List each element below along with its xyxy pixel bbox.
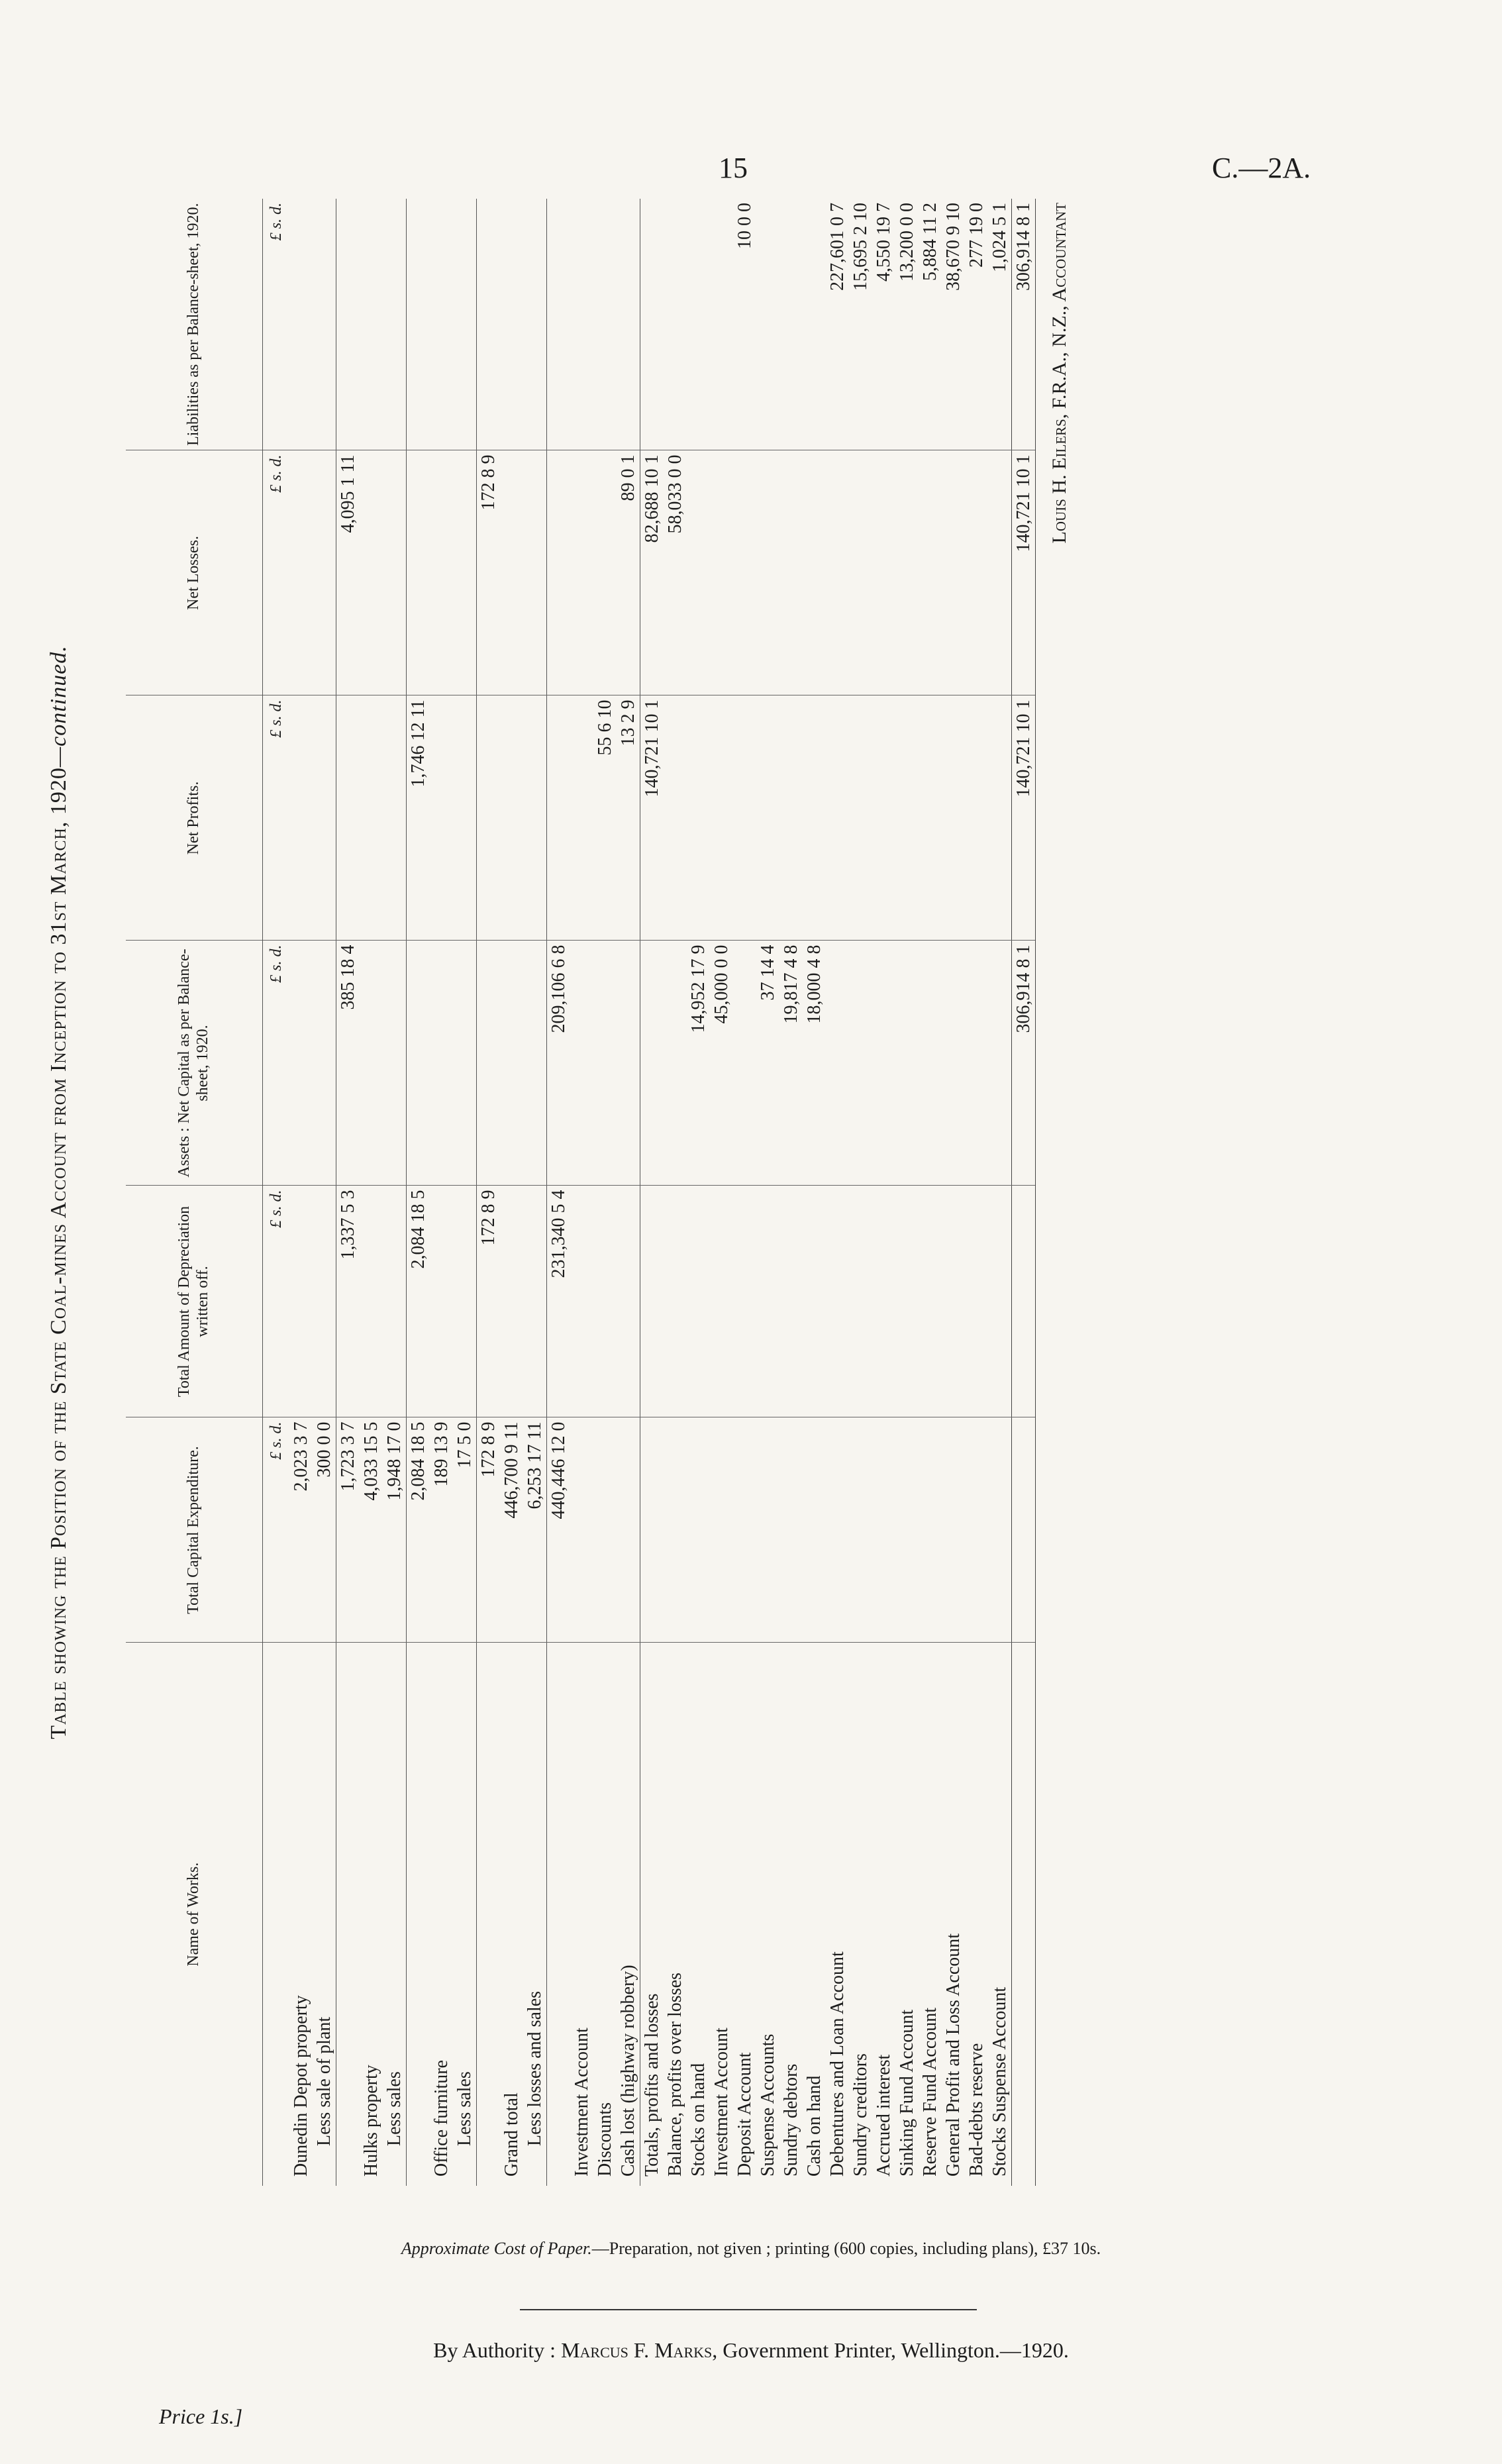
cell-liabilities: [756, 199, 779, 450]
cell-capital: [617, 1417, 640, 1643]
cell-losses: [593, 450, 617, 695]
header-liabilities: Liabilities as per Balance-sheet, 1920.: [126, 199, 263, 450]
table-row: [756, 199, 779, 2186]
cell-profits: [849, 695, 872, 941]
table-row: [733, 199, 756, 2186]
table-row: [547, 199, 571, 2186]
table-row: [453, 199, 477, 2186]
cell-losses: [360, 450, 383, 695]
cell-losses: [430, 450, 453, 695]
cell-depreciation: [453, 1186, 477, 1417]
cell-capital: [849, 1417, 872, 1643]
table-title: [46, 199, 72, 2186]
cell-capital: 6,253 17 11: [523, 1417, 547, 1643]
total-profits: 140,721 10 1: [1012, 695, 1036, 941]
units-cell: £ s. d.: [263, 695, 290, 941]
cell-liabilities: 15,695 2 10: [849, 199, 872, 450]
cell-depreciation: [826, 1186, 849, 1417]
cell-liabilities: [593, 199, 617, 450]
price-label: Price 1s.]: [159, 2404, 243, 2428]
cell-assets: [593, 941, 617, 1186]
table-row: [988, 199, 1012, 2186]
cell-capital: 300 0 0: [313, 1417, 336, 1643]
row-name: Reserve Fund Account: [919, 2007, 940, 2177]
rotated-table-region: [46, 199, 1371, 2186]
cell-capital: [872, 1417, 895, 1643]
cell-capital: [664, 1417, 687, 1643]
cell-liabilities: [500, 199, 523, 450]
cell-assets: [407, 941, 430, 1186]
grand-totals-row: [1012, 199, 1036, 2186]
cost-label: Approximate Cost of Paper.: [401, 2239, 592, 2258]
row-name: [547, 1643, 571, 2186]
cell-losses: [803, 450, 826, 695]
cell-capital: [965, 1417, 988, 1643]
row-name: Balance, profits over losses: [664, 1973, 685, 2177]
cell-assets: [849, 941, 872, 1186]
cell-assets: [570, 941, 593, 1186]
cell-depreciation: [664, 1186, 687, 1417]
table-row: [500, 199, 523, 2186]
cell-assets: 37 14 4: [756, 941, 779, 1186]
cell-liabilities: [664, 199, 687, 450]
coal-mines-account-table: [126, 199, 1071, 2186]
cell-depreciation: [919, 1186, 942, 1417]
row-name: Grand total: [501, 2092, 522, 2177]
units-row: [263, 199, 290, 2186]
table-body: [263, 199, 1012, 2186]
units-cell: £ s. d.: [263, 941, 290, 1186]
row-name: Bad-debts reserve: [966, 2043, 987, 2177]
cell-profits: [664, 695, 687, 941]
cell-liabilities: [383, 199, 407, 450]
cell-losses: [570, 450, 593, 695]
cell-capital: [803, 1417, 826, 1643]
cell-capital: [826, 1417, 849, 1643]
cell-profits: [826, 695, 849, 941]
cell-losses: [826, 450, 849, 695]
cell-depreciation: 172 8 9: [477, 1186, 501, 1417]
cell-assets: [289, 941, 313, 1186]
cell-profits: [289, 695, 313, 941]
cell-assets: [733, 941, 756, 1186]
row-name: Accrued interest: [873, 2054, 894, 2177]
table-row: [289, 199, 313, 2186]
row-name: Totals, profits and losses: [640, 1643, 664, 2186]
row-name: Sundry creditors: [850, 2053, 871, 2177]
cell-losses: [919, 450, 942, 695]
row-name: Less sales: [383, 2071, 405, 2146]
row-name: Sundry debtors: [780, 2063, 801, 2177]
row-name: Stocks Suspense Account: [989, 1986, 1010, 2177]
cell-capital: [687, 1417, 710, 1643]
cell-liabilities: [617, 199, 640, 450]
page-number: 15: [719, 152, 748, 184]
cell-depreciation: [849, 1186, 872, 1417]
units-cell: £ s. d.: [263, 1417, 290, 1643]
cell-losses: [523, 450, 547, 695]
cell-losses: [313, 450, 336, 695]
cell-assets: [477, 941, 501, 1186]
row-name: Sinking Fund Account: [896, 2009, 917, 2177]
cell-assets: [640, 941, 664, 1186]
row-name: [477, 1643, 501, 2186]
cell-depreciation: [430, 1186, 453, 1417]
cell-assets: [872, 941, 895, 1186]
cell-losses: [756, 450, 779, 695]
divider-rule: [520, 2309, 977, 2310]
row-name: Less sale of plant: [313, 2016, 334, 2146]
cell-profits: [895, 695, 919, 941]
total-liabilities: 306,914 8 1: [1012, 199, 1036, 450]
table-row: [942, 199, 965, 2186]
row-name: Cash lost (highway robbery): [617, 1965, 638, 2177]
cell-losses: [453, 450, 477, 695]
cell-capital: 2,023 3 7: [289, 1417, 313, 1643]
cell-assets: [826, 941, 849, 1186]
cell-assets: [942, 941, 965, 1186]
row-name: Stocks on hand: [687, 2063, 709, 2177]
cell-profits: [965, 695, 988, 941]
cell-assets: 14,952 17 9: [687, 941, 710, 1186]
row-name: Discounts: [594, 2102, 615, 2177]
row-name: [336, 1643, 360, 2186]
table-row: [570, 199, 593, 2186]
cell-profits: [687, 695, 710, 941]
table-row: [965, 199, 988, 2186]
row-name: [407, 1643, 430, 2186]
cell-assets: 18,000 4 8: [803, 941, 826, 1186]
cell-liabilities: [453, 199, 477, 450]
cell-losses: [687, 450, 710, 695]
row-name: Less losses and sales: [524, 1990, 545, 2146]
cell-liabilities: [803, 199, 826, 450]
cell-capital: [570, 1417, 593, 1643]
cell-profits: [360, 695, 383, 941]
cell-profits: [779, 695, 803, 941]
cell-depreciation: [289, 1186, 313, 1417]
units-cell: £ s. d.: [263, 199, 290, 450]
cell-depreciation: [360, 1186, 383, 1417]
cell-profits: [988, 695, 1012, 941]
cell-losses: [965, 450, 988, 695]
cell-depreciation: [570, 1186, 593, 1417]
row-name: Deposit Account: [734, 2052, 755, 2177]
cell-depreciation: [942, 1186, 965, 1417]
cell-losses: [895, 450, 919, 695]
cell-losses: [547, 450, 571, 695]
cell-depreciation: [687, 1186, 710, 1417]
cell-depreciation: [640, 1186, 664, 1417]
authority-line: [0, 2338, 1502, 2363]
header-profits: Net Profits.: [126, 695, 263, 941]
cell-assets: [919, 941, 942, 1186]
cell-profits: [430, 695, 453, 941]
cell-depreciation: 231,340 5 4: [547, 1186, 571, 1417]
row-name: Cash on hand: [803, 2075, 825, 2177]
cell-profits: [453, 695, 477, 941]
cell-liabilities: [407, 199, 430, 450]
table-row: [407, 199, 430, 2186]
cell-capital: [733, 1417, 756, 1643]
cell-profits: 55 6 10: [593, 695, 617, 941]
cell-assets: [383, 941, 407, 1186]
cell-assets: [965, 941, 988, 1186]
table-row: [803, 199, 826, 2186]
table-title-continued: —continued.: [46, 645, 71, 768]
cell-depreciation: 2,084 18 5: [407, 1186, 430, 1417]
cell-liabilities: 277 19 0: [965, 199, 988, 450]
cell-liabilities: 227,601 0 7: [826, 199, 849, 450]
cell-capital: 2,084 18 5: [407, 1417, 430, 1643]
table-row: [430, 199, 453, 2186]
table-title-text: Table showing the Position of the State Coal-mines Account from Inception to 31st March, 1920: [46, 767, 71, 1739]
cell-profits: [313, 695, 336, 941]
cost-text: —Preparation, not given ; printing (600 copies, including plans), £37 10s.: [591, 2239, 1101, 2258]
cell-assets: 385 18 4: [336, 941, 360, 1186]
cell-depreciation: 1,337 5 3: [336, 1186, 360, 1417]
cell-liabilities: [313, 199, 336, 450]
cell-profits: 13 2 9: [617, 695, 640, 941]
cell-liabilities: [640, 199, 664, 450]
cell-liabilities: 38,670 9 10: [942, 199, 965, 450]
header-losses: Net Losses.: [126, 450, 263, 695]
cell-liabilities: [710, 199, 733, 450]
cell-liabilities: [336, 199, 360, 450]
cell-capital: [710, 1417, 733, 1643]
cell-capital: 172 8 9: [477, 1417, 501, 1643]
cell-losses: [710, 450, 733, 695]
table-row: [826, 199, 849, 2186]
cell-liabilities: [360, 199, 383, 450]
accountant-signature: Louis H. Eilers, F.R.A., N.Z., Accountant: [1048, 203, 1070, 544]
cell-depreciation: [895, 1186, 919, 1417]
cell-assets: [617, 941, 640, 1186]
cell-assets: 209,106 6 8: [547, 941, 571, 1186]
cell-capital: [919, 1417, 942, 1643]
cell-capital: [942, 1417, 965, 1643]
cell-liabilities: [477, 199, 501, 450]
cell-profits: [756, 695, 779, 941]
cell-assets: [360, 941, 383, 1186]
cell-capital: [988, 1417, 1012, 1643]
cell-capital: [756, 1417, 779, 1643]
table-row: [360, 199, 383, 2186]
row-name: Hulks property: [360, 2065, 381, 2177]
table-row: [895, 199, 919, 2186]
cell-profits: [919, 695, 942, 941]
total-losses: 140,721 10 1: [1012, 450, 1036, 695]
table-row: [872, 199, 895, 2186]
cell-capital: [779, 1417, 803, 1643]
cell-depreciation: [313, 1186, 336, 1417]
cell-assets: [313, 941, 336, 1186]
printer-name: Marcus F. Marks: [561, 2338, 713, 2362]
cell-depreciation: [733, 1186, 756, 1417]
cell-losses: 82,688 10 1: [640, 450, 664, 695]
cell-liabilities: 13,200 0 0: [895, 199, 919, 450]
cell-liabilities: [523, 199, 547, 450]
cell-profits: [942, 695, 965, 941]
table-row: [523, 199, 547, 2186]
units-cell: £ s. d.: [263, 450, 290, 695]
header-row: [126, 199, 263, 2186]
cell-depreciation: [965, 1186, 988, 1417]
cell-profits: [803, 695, 826, 941]
cell-assets: [664, 941, 687, 1186]
table-row: [919, 199, 942, 2186]
cell-profits: 140,721 10 1: [640, 695, 664, 941]
cell-capital: 17 5 0: [453, 1417, 477, 1643]
cell-assets: [500, 941, 523, 1186]
totals-depreciation-blank: [1012, 1186, 1036, 1417]
cell-assets: [988, 941, 1012, 1186]
table-row: [617, 199, 640, 2186]
cell-depreciation: [803, 1186, 826, 1417]
cell-profits: 1,746 12 11: [407, 695, 430, 941]
cell-liabilities: [779, 199, 803, 450]
table-row: [710, 199, 733, 2186]
cell-losses: [779, 450, 803, 695]
units-cell: £ s. d.: [263, 1186, 290, 1417]
cell-liabilities: [570, 199, 593, 450]
cell-capital: 1,723 3 7: [336, 1417, 360, 1643]
row-name: Office furniture: [430, 2060, 452, 2177]
row-name: Investment Account: [711, 2028, 732, 2177]
cell-depreciation: [988, 1186, 1012, 1417]
table-row: [383, 199, 407, 2186]
cell-liabilities: 1,024 5 1: [988, 199, 1012, 450]
table-row: [477, 199, 501, 2186]
cell-depreciation: [617, 1186, 640, 1417]
cell-profits: [710, 695, 733, 941]
cell-liabilities: 5,884 11 2: [919, 199, 942, 450]
units-blank: [263, 1643, 290, 2186]
cell-assets: 45,000 0 0: [710, 941, 733, 1186]
cell-assets: [430, 941, 453, 1186]
cell-liabilities: [289, 199, 313, 450]
cell-depreciation: [872, 1186, 895, 1417]
cell-losses: [872, 450, 895, 695]
cell-losses: [849, 450, 872, 695]
row-name: Investment Account: [571, 2028, 592, 2177]
row-name: Dunedin Depot property: [290, 1995, 311, 2177]
cell-depreciation: [500, 1186, 523, 1417]
table-row: [664, 199, 687, 2186]
totals-capital-blank: [1012, 1417, 1036, 1643]
cell-capital: [640, 1417, 664, 1643]
cell-depreciation: [383, 1186, 407, 1417]
authority-suffix: , Government Printer, Wellington.—1920.: [712, 2338, 1069, 2362]
cell-capital: [895, 1417, 919, 1643]
cell-depreciation: [779, 1186, 803, 1417]
cell-depreciation: [756, 1186, 779, 1417]
cell-capital: 189 13 9: [430, 1417, 453, 1643]
cell-liabilities: 10 0 0: [733, 199, 756, 450]
cell-profits: [547, 695, 571, 941]
cell-profits: [500, 695, 523, 941]
cell-profits: [733, 695, 756, 941]
cell-capital: 440,446 12 0: [547, 1417, 571, 1643]
document-reference: C.—2A.: [1212, 152, 1311, 184]
cell-profits: [523, 695, 547, 941]
authority-prefix: By Authority :: [433, 2338, 556, 2362]
cell-liabilities: [687, 199, 710, 450]
cell-profits: [872, 695, 895, 941]
cell-losses: 58,033 0 0: [664, 450, 687, 695]
cell-assets: [895, 941, 919, 1186]
cell-depreciation: [523, 1186, 547, 1417]
header-capital: Total Capital Expenditure.: [126, 1417, 263, 1643]
cost-footnote: [0, 2239, 1502, 2259]
cell-losses: [733, 450, 756, 695]
cell-losses: [500, 450, 523, 695]
row-name: Suspense Accounts: [757, 2033, 778, 2177]
table-row: [779, 199, 803, 2186]
cell-losses: [942, 450, 965, 695]
cell-profits: [570, 695, 593, 941]
cell-losses: [383, 450, 407, 695]
cell-profits: [336, 695, 360, 941]
cell-liabilities: [547, 199, 571, 450]
cell-assets: [523, 941, 547, 1186]
cell-capital: 4,033 15 5: [360, 1417, 383, 1643]
signature-row: [1036, 199, 1072, 2186]
row-name: Debentures and Loan Account: [826, 1951, 848, 2177]
header-assets: Assets : Net Capital as per Balance-sheet, 1920.: [126, 941, 263, 1186]
cell-liabilities: 4,550 19 7: [872, 199, 895, 450]
cell-assets: [453, 941, 477, 1186]
cell-profits: [477, 695, 501, 941]
header-depreciation: Total Amount of Depreciation written off.: [126, 1186, 263, 1417]
totals-label-blank: [1012, 1643, 1036, 2186]
table-row: [313, 199, 336, 2186]
cell-losses: 4,095 1 11: [336, 450, 360, 695]
header-name-of-works: Name of Works.: [126, 1643, 263, 2186]
cell-losses: [407, 450, 430, 695]
cell-depreciation: [710, 1186, 733, 1417]
cell-losses: [988, 450, 1012, 695]
cell-losses: 89 0 1: [617, 450, 640, 695]
table-row: [687, 199, 710, 2186]
row-name: General Profit and Loss Account: [942, 1933, 964, 2177]
cell-liabilities: [430, 199, 453, 450]
total-assets: 306,914 8 1: [1012, 941, 1036, 1186]
cell-profits: [383, 695, 407, 941]
cell-capital: 446,700 9 11: [500, 1417, 523, 1643]
table-row: [336, 199, 360, 2186]
cell-capital: [593, 1417, 617, 1643]
cell-capital: 1,948 17 0: [383, 1417, 407, 1643]
row-name: Less sales: [454, 2071, 475, 2146]
table-row: [593, 199, 617, 2186]
cell-losses: 172 8 9: [477, 450, 501, 695]
cell-losses: [289, 450, 313, 695]
cell-assets: 19,817 4 8: [779, 941, 803, 1186]
cell-depreciation: [593, 1186, 617, 1417]
table-row: [640, 199, 664, 2186]
table-row: [849, 199, 872, 2186]
